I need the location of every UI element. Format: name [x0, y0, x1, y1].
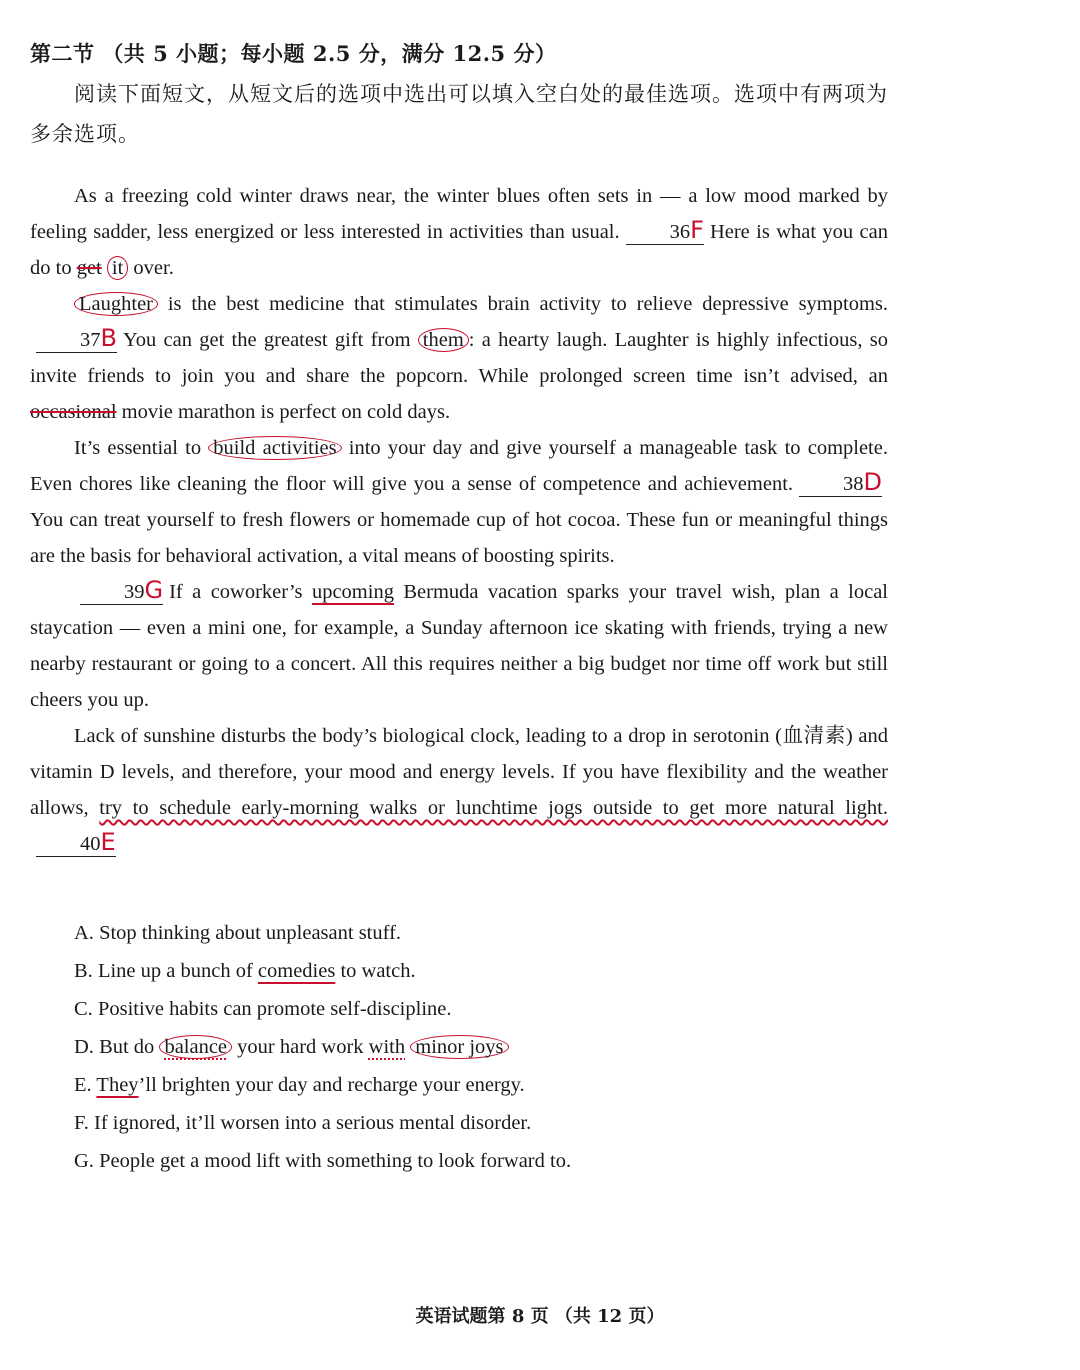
option-a: A. Stop thinking about unpleasant stuff.: [74, 922, 402, 944]
option-d: D. But do balance your hard work with minor joys: [74, 1028, 571, 1066]
paragraph-2: [30, 286, 888, 430]
p2-struck-word: occasional: [30, 401, 117, 423]
paragraph-3: [30, 430, 888, 574]
p2-text-after: : a hearty laugh. Laughter is highly infectious, so invite friends to join you and share the popcorn. While prolonged screen time isn’t advised, an: [30, 329, 888, 387]
handwritten-answer-40: E: [100, 828, 116, 856]
p4-text-before: If a coworker’s: [169, 581, 312, 603]
p2-text-mid: You can get the greatest gift from: [122, 329, 418, 351]
option-d-circled-balance: balance: [159, 1035, 232, 1059]
p5-wavy-underlined: try to schedule early-morning walks or lunchtime jogs outside to get more natural light.: [99, 797, 888, 819]
option-e: E. They’ll brighten your day and recharge your energy.: [74, 1074, 525, 1096]
blank-39: 39G: [80, 578, 163, 605]
handwritten-answer-38: D: [863, 468, 882, 496]
p3-circled-phrase: build activities: [208, 436, 341, 460]
p4-text-after: Bermuda vacation sparks your travel wish, plan a local staycation — even a mini one, for example, a Sunday afternoon ice skating with friends, trying a new nearby restaurant or going to a concert. All this requires neither a big budget nor time off work but still cheers you up.: [30, 581, 888, 711]
p1-text-after: over.: [128, 257, 174, 279]
option-b-underlined: comedies: [257, 960, 336, 982]
p2-text-before: is the best medicine that stimulates brain activity to relieve depressive symptoms.: [158, 293, 888, 315]
paragraph-4: [30, 574, 888, 718]
answer-options: [74, 914, 571, 1180]
handwritten-answer-37: B: [100, 324, 117, 352]
paragraph-1: [30, 178, 888, 286]
p1-text-before: As a freezing cold winter draws near, the winter blues often sets in — a low mood marked by feeling sadder, less energized or less interested in activities than usual.: [30, 185, 888, 243]
p5-text-before: Lack of sunshine disturbs the body’s biological clock, leading to a drop in serotonin (血清素) and vitamin D levels, and therefore, your mood and energy levels. If you have flexibility and the weather allows,: [30, 725, 888, 819]
handwritten-answer-36: F: [690, 216, 704, 244]
option-f: F. If ignored, it’ll worsen into a serious mental disorder.: [74, 1112, 532, 1134]
blank-38: 38D: [799, 470, 882, 497]
instructions: 阅读下面短文，从短文后的选项中选出可以填入空白处的最佳选项。选项中有两项为多余选项。: [30, 82, 888, 146]
p3-text-mid: into your day and give yourself a manageable task to complete. Even chores like cleaning the floor will give you a sense of competence and achievement.: [30, 437, 888, 495]
paragraph-5: [30, 718, 888, 862]
option-d-circled-minor-joys: minor joys: [410, 1035, 508, 1059]
page-footer: 英语试题第 8 页 （共 12 页）: [415, 1306, 665, 1327]
option-d-dotted-with: with: [368, 1036, 406, 1058]
p2-circled-laughter: Laughter: [74, 292, 158, 316]
blank-40: 40E: [36, 830, 116, 857]
option-e-underlined: They: [96, 1074, 139, 1096]
blank-37: 37B: [36, 326, 117, 353]
p3-text-before: It’s essential to: [74, 437, 209, 459]
p1-circled-word: it: [107, 256, 128, 280]
p1-struck-word: get: [76, 257, 102, 279]
option-c: C. Positive habits can promote self-discipline.: [74, 998, 452, 1020]
p2-text-end: movie marathon is perfect on cold days.: [116, 401, 451, 423]
option-g: G. People get a mood lift with something to look forward to.: [74, 1150, 572, 1172]
blank-36: 36F: [626, 218, 704, 245]
p1-text-mid: Here is what you can do to: [30, 221, 888, 279]
handwritten-answer-39: G: [144, 576, 164, 604]
section-header: 第二节 （共 5 小题；每小题 2.5 分，满分 12.5 分）: [30, 41, 557, 66]
p4-underlined-word: upcoming: [311, 581, 394, 603]
passage: [30, 178, 888, 862]
p2-circled-them: them: [418, 328, 469, 352]
option-b: B. Line up a bunch of comedies to watch.: [74, 960, 416, 982]
p3-text-after: You can treat yourself to fresh flowers or homemade cup of hot cocoa. These fun or meaningful things are the basis for behavioral activation, a vital means of boosting spirits.: [30, 509, 888, 567]
